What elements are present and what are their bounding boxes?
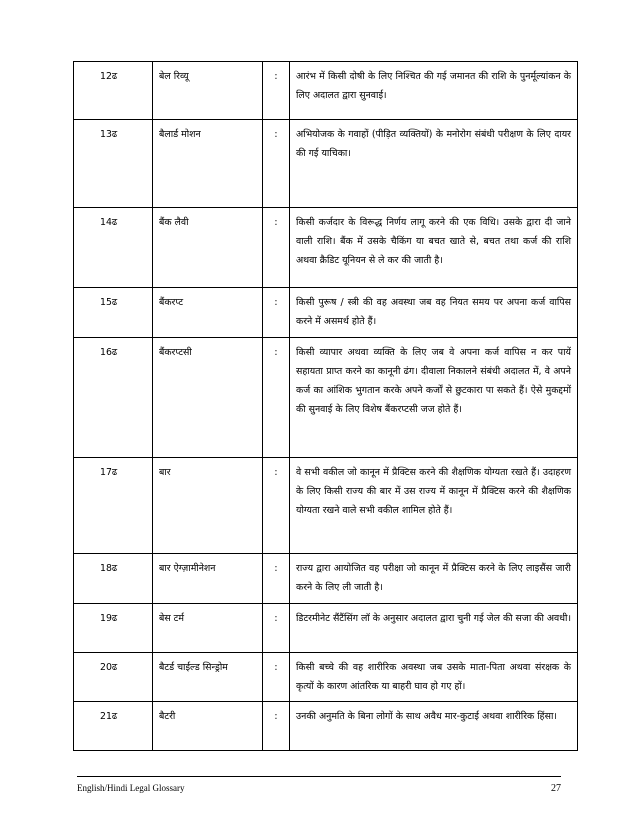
entry-definition: अभियोजक के गवाहों (पीड़ित व्यक्तियों) के मनोरोग संबंधी परीक्षण के लिए दायर की गई याचिका।: [290, 120, 578, 208]
table-row: [74, 208, 578, 288]
table-row: [74, 604, 578, 653]
entry-term: बैटरी: [153, 702, 263, 751]
glossary-table: [73, 61, 578, 751]
entry-number: 18ढ: [74, 554, 153, 604]
entry-colon: :: [263, 288, 290, 338]
entry-colon: :: [263, 62, 290, 120]
entry-definition: वे सभी वकील जो कानून में प्रैक्टिस करने की शैक्षणिक योग्यता रखते हैं। उदाहरण के लिए किसी राज्य की बार में उस राज्य में कानून में प्रैक्टिस करने की शैक्षणिक योग्यता रखने वाले सभी वकील शामिल होते हैं।: [290, 458, 578, 554]
table-row: [74, 458, 578, 554]
entry-colon: :: [263, 653, 290, 702]
entry-term: बैलार्ड मोशन: [153, 120, 263, 208]
entry-definition: आरंभ में किसी दोषी के लिए निश्चित की गई जमानत की राशि के पुनर्मूल्यांकन के लिए अदालत द्वारा सुनवाई।: [290, 62, 578, 120]
table-row: [74, 120, 578, 208]
entry-colon: :: [263, 554, 290, 604]
entry-colon: :: [263, 702, 290, 751]
entry-number: 14ढ: [74, 208, 153, 288]
entry-term: बार: [153, 458, 263, 554]
page-footer: [77, 776, 561, 794]
entry-definition: किसी पुरूष / स्त्री की वह अवस्था जब वह नियत समय पर अपना कर्ज वापिस करने में असमर्थ होते हैं।: [290, 288, 578, 338]
entry-term: बैंक लैवी: [153, 208, 263, 288]
entry-term: बेस टर्म: [153, 604, 263, 653]
entry-term: बैटर्ड चाईल्ड सिन्ड्रोम: [153, 653, 263, 702]
entry-term: बार ऐग्ज़ामीनेशन: [153, 554, 263, 604]
entry-number: 21ढ: [74, 702, 153, 751]
entry-number: 15ढ: [74, 288, 153, 338]
entry-number: 12ढ: [74, 62, 153, 120]
entry-term: बैंकरप्ट: [153, 288, 263, 338]
entry-number: 17ढ: [74, 458, 153, 554]
entry-colon: :: [263, 208, 290, 288]
entry-colon: :: [263, 458, 290, 554]
entry-definition: डिटरमीनेट सैंटैंसिंग लॉ के अनुसार अदालत द्वारा चुनी गई जेल की सजा की अवधी।: [290, 604, 578, 653]
entry-definition: उनकी अनुमति के बिना लोगों के साथ अवैध मार-कुटाई अथवा शारीरिक हिंसा।: [290, 702, 578, 751]
entry-definition: किसी कर्जदार के विरूद्ध निर्णय लागू करने की एक विधि। उसके द्वारा दी जाने वाली राशि। बैंक में उसके चैकिंग या बचत खाते से, बचत तथा कर्ज की राशि अथवा क्रैडिट यूनियन से ले कर की जाती है।: [290, 208, 578, 288]
entry-number: 13ढ: [74, 120, 153, 208]
entry-colon: :: [263, 120, 290, 208]
entry-number: 16ढ: [74, 338, 153, 458]
entry-colon: :: [263, 604, 290, 653]
page-number: 27: [551, 783, 561, 794]
entry-number: 20ढ: [74, 653, 153, 702]
table-row: [74, 338, 578, 458]
entry-term: बैंकरप्टसी: [153, 338, 263, 458]
entry-term: बेल रिव्यू: [153, 62, 263, 120]
table-row: [74, 288, 578, 338]
table-row: [74, 702, 578, 751]
table-row: [74, 62, 578, 120]
entry-number: 19ढ: [74, 604, 153, 653]
glossary-rows: [74, 62, 578, 751]
table-row: [74, 653, 578, 702]
entry-definition: किसी बच्चे की वह शारीरिक अवस्था जब उसके माता-पिता अथवा संरक्षक के कृत्यों के कारण आंतरिक या बाहरी घाव हो गए हों।: [290, 653, 578, 702]
table-row: [74, 554, 578, 604]
entry-definition: किसी व्यापार अथवा व्यक्ति के लिए जब वे अपना कर्ज वापिस न कर पायें सहायता प्राप्त करने का कानूनी ढंग। दीवाला निकालने संबंधी अदालत में, वे अपने कर्ज का आंशिक भुगतान करके अपने कर्जों से छुटकारा पा सकते हैं। ऐसे मुकद्दमों की सुनवाई के लिए विशेष बैंकरप्टसी जज होते हैं।: [290, 338, 578, 458]
footer-title: English/Hindi Legal Glossary: [77, 783, 185, 793]
entry-definition: राज्य द्वारा आयोजित वह परीक्षा जो कानून में प्रैक्टिस करने के लिए लाइसैंस जारी करने के लिए ली जाती है।: [290, 554, 578, 604]
entry-colon: :: [263, 338, 290, 458]
